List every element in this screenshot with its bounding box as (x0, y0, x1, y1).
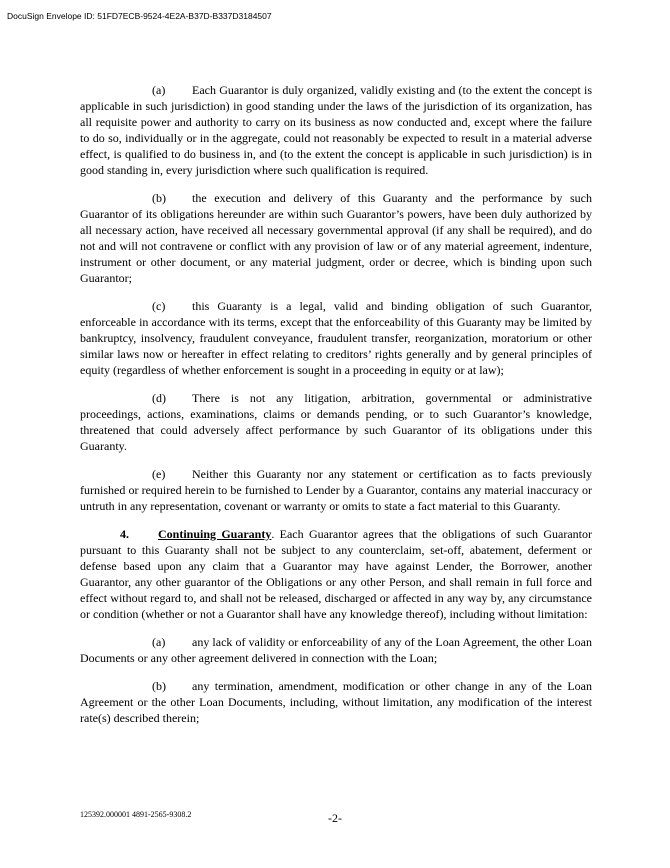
section-number: 4. (120, 527, 129, 541)
subclause-a (80, 634, 592, 666)
clause-text: Neither this Guaranty nor any statement or certification as to facts previously furnished or required herein to be furnished to Lender by a Guarantor, contains any material inaccuracy or untruth in any representation, covenant or warranty or omits to state a fact material to this Guaranty. (80, 467, 592, 513)
clause-marker: (d) (152, 391, 166, 405)
subclause-b (80, 678, 592, 726)
section-heading: Continuing Guaranty (158, 527, 272, 541)
clause-marker: (a) (152, 83, 166, 97)
clause-e (80, 466, 592, 514)
clause-marker: (a) (152, 635, 166, 649)
clause-text: Each Guarantor is duly organized, validly existing and (to the extent the concept is applicable in such jurisdiction) in good standing under the laws of the jurisdiction of its organization, has all requisite power and authority to carry on its business as now conducted and, except where the failure to do so, individually or in the aggregate, could not reasonably be expected to result in a material adverse effect, is qualified to do business in, and (to the extent the concept is applicable in such jurisdiction) is in good standing in, every jurisdiction where such qualification is required. (80, 83, 592, 177)
section-4 (80, 526, 592, 622)
clause-a (80, 82, 592, 178)
footer-document-id: 125392.000001 4891-2565-9308.2 (80, 810, 192, 819)
clause-text: any lack of validity or enforceability of any of the Loan Agreement, the other Loan Documents or any other agreement delivered in connection with the Loan; (80, 635, 592, 665)
clause-marker: (b) (152, 191, 166, 205)
clause-d (80, 390, 592, 454)
clause-c (80, 298, 592, 378)
clause-text: the execution and delivery of this Guaranty and the performance by such Guarantor of its obligations hereunder are within such Guarantor’s powers, have been duly authorized by all necessary action, have received all necessary governmental approval (if any shall be required), and do not and will not contravene or conflict with any provision of law or of any material agreement, indenture, instrument or other document, or any material judgment, order or decree, which is binding upon such Guarantor; (80, 191, 592, 285)
clause-text: any termination, amendment, modification or other change in any of the Loan Agreement or the other Loan Documents, including, without limitation, any modification of the interest rate(s) described therein; (80, 679, 592, 725)
clause-marker: (e) (152, 467, 166, 481)
section-text: . Each Guarantor agrees that the obligations of such Guarantor pursuant to this Guaranty shall not be subject to any counterclaim, set-off, abatement, deferment or defense based upon any claim that a Guarantor may have against Lender, the Borrower, another Guarantor, any other guarantor of the Obligations or any other Person, and shall remain in full force and effect without regard to, and shall not be released, discharged or affected in any way by, any circumstance or condition (whether or not a Guarantor shall have any knowledge thereof), including without limitation: (80, 527, 592, 621)
clause-text: There is not any litigation, arbitration, governmental or administrative proceedings, actions, examinations, claims or demands pending, or to such Guarantor’s knowledge, threatened that could adversely affect performance by such Guarantor of its obligations under this Guaranty. (80, 391, 592, 453)
clause-marker: (c) (152, 299, 166, 313)
document-body (80, 82, 592, 738)
page-number: -2- (328, 811, 342, 825)
clause-text: this Guaranty is a legal, valid and binding obligation of such Guarantor, enforceable in accordance with its terms, except that the enforceability of this Guaranty may be limited by bankruptcy, insolvency, fraudulent conveyance, fraudulent transfer, reorganization, moratorium or other similar laws now or hereafter in effect relating to creditors’ rights generally and by general principles of equity (regardless of whether enforcement is sought in a proceeding in equity or at law); (80, 299, 592, 377)
docusign-envelope-id: DocuSign Envelope ID: 51FD7ECB-9524-4E2A-B37D-B337D3184507 (7, 11, 272, 21)
clause-marker: (b) (152, 679, 166, 693)
clause-b (80, 190, 592, 286)
